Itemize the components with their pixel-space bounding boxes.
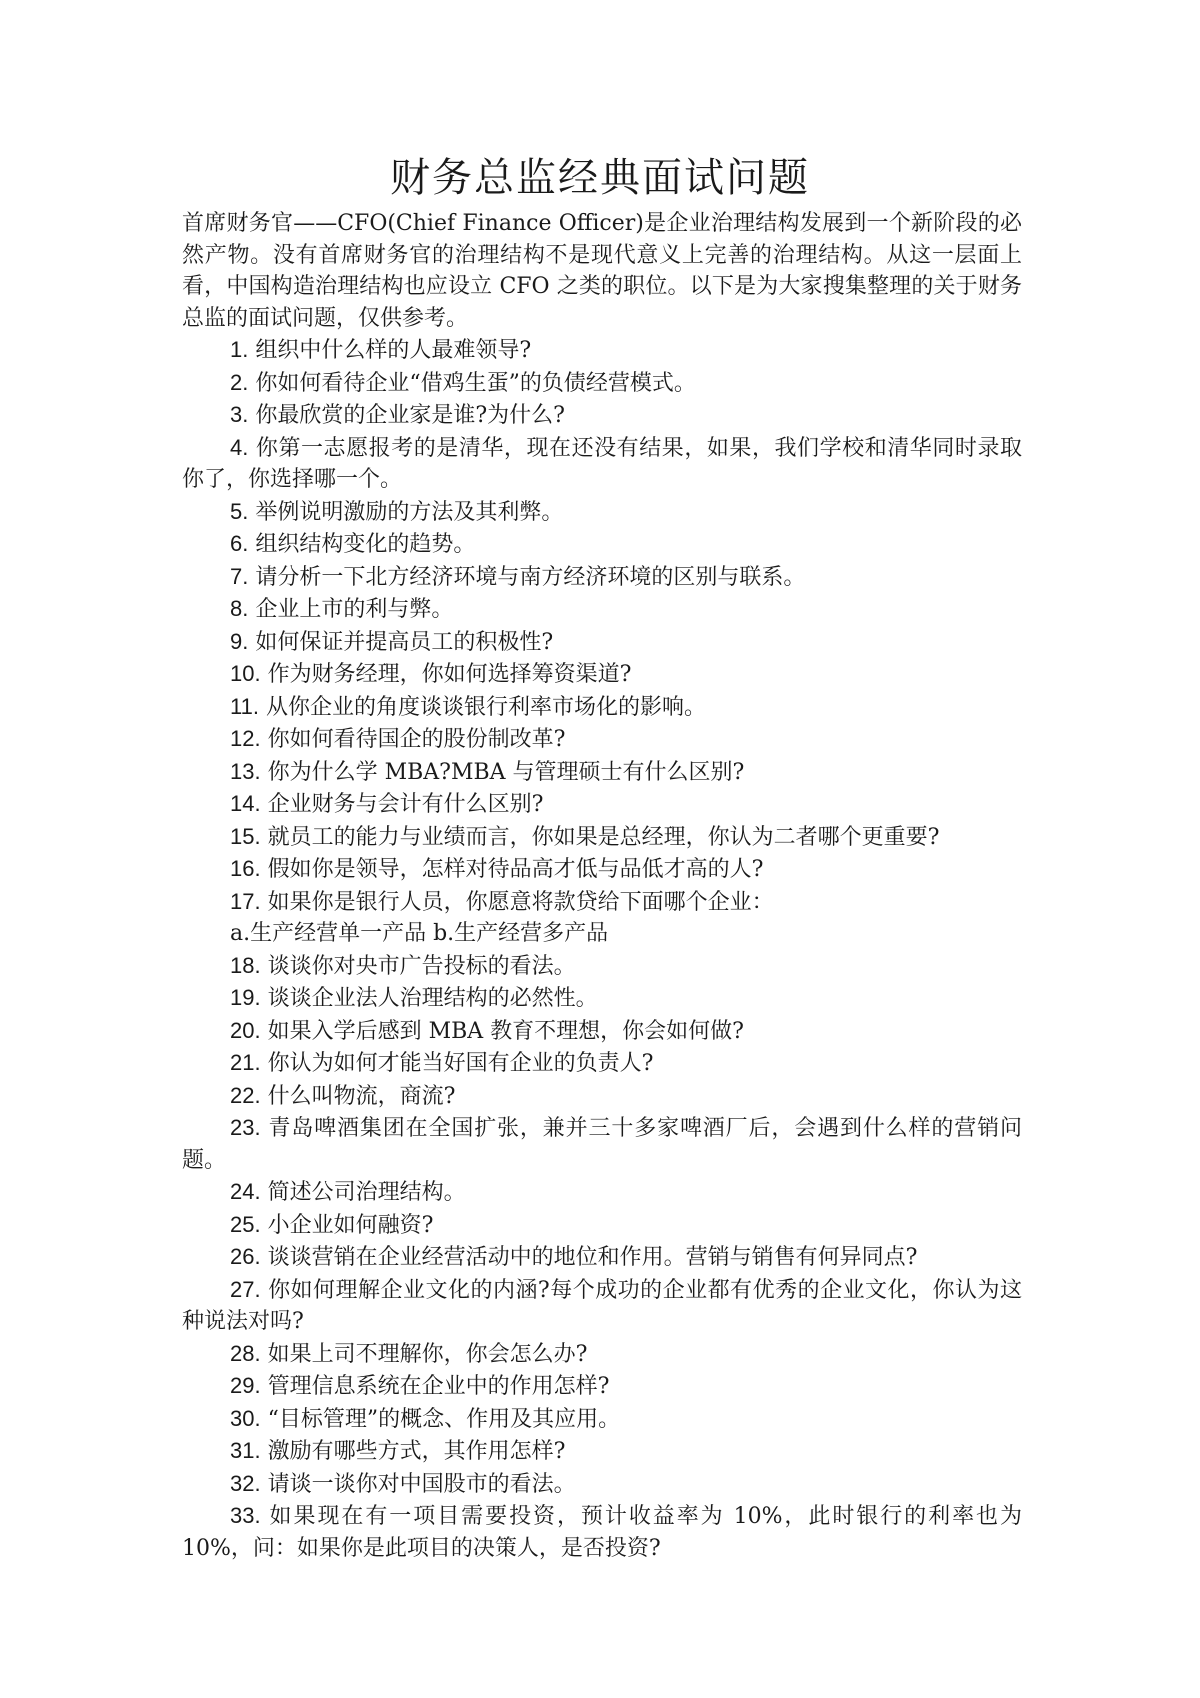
question-text: 如果上司不理解你，你会怎么办?	[267, 1341, 588, 1367]
question-item	[182, 432, 1022, 496]
question-number: 32.	[230, 1470, 261, 1496]
question-list	[182, 334, 1022, 1564]
question-number: 16.	[230, 856, 261, 881]
question-number: 1.	[230, 337, 249, 362]
question-text: 就员工的能力与业绩而言，你如果是总经理，你认为二者哪个更重要?	[267, 824, 940, 850]
question-text: 你最欣赏的企业家是谁?为什么?	[255, 403, 565, 428]
question-number: 6.	[230, 531, 249, 556]
question-text: “目标管理”的概念、作用及其应用。	[267, 1406, 621, 1432]
question-number: 24.	[230, 1179, 261, 1204]
question-item	[182, 561, 1022, 594]
question-number: 20.	[230, 1017, 261, 1043]
question-number: 13.	[230, 758, 261, 784]
question-item	[182, 756, 1022, 789]
question-text: 举例说明激励的方法及其利弊。	[255, 499, 564, 525]
question-number: 19.	[230, 985, 261, 1010]
question-item	[182, 1274, 1022, 1338]
question-text: 谈谈营销在企业经营活动中的地位和作用。营销与销售有何异同点?	[267, 1245, 918, 1270]
question-text: 你第一志愿报考的是清华，现在还没有结果，如果，我们学校和清华同时录取你了，你选择哪一个。	[182, 435, 1022, 492]
question-item	[182, 1209, 1022, 1242]
question-number: 2.	[230, 369, 249, 395]
question-item	[182, 658, 1022, 691]
question-text: 企业上市的利与弊。	[255, 597, 454, 622]
question-text: 请谈一谈你对中国股市的看法。	[267, 1471, 576, 1497]
question-number: 14.	[230, 791, 261, 816]
question-item	[182, 853, 1022, 886]
question-item	[182, 1112, 1022, 1176]
question-item	[182, 1015, 1022, 1048]
question-item	[182, 1370, 1022, 1403]
question-number: 11.	[230, 693, 259, 719]
question-number: 7.	[230, 563, 249, 589]
question-item	[182, 1176, 1022, 1209]
question-item	[182, 918, 1022, 950]
question-text: 简述公司治理结构。	[267, 1180, 466, 1205]
question-item	[182, 821, 1022, 854]
question-item	[182, 1241, 1022, 1274]
question-text: a.生产经营单一产品 b.生产经营多产品	[230, 921, 609, 946]
question-item	[182, 528, 1022, 561]
question-number: 18.	[230, 952, 261, 978]
question-text: 谈谈企业法人治理结构的必然性。	[267, 986, 598, 1011]
question-number: 30.	[230, 1405, 261, 1431]
question-number: 26.	[230, 1244, 261, 1269]
question-text: 你如何理解企业文化的内涵?每个成功的企业都有优秀的企业文化，你认为这种说法对吗?	[182, 1277, 1022, 1334]
question-number: 9.	[230, 628, 249, 654]
question-item	[182, 723, 1022, 756]
question-text: 你认为如何才能当好国有企业的负责人?	[267, 1051, 654, 1076]
question-number: 23.	[230, 1115, 261, 1140]
question-item	[182, 1435, 1022, 1468]
question-text: 企业财务与会计有什么区别?	[267, 792, 544, 817]
question-text: 你为什么学 MBA?MBA 与管理硕士有什么区别?	[267, 759, 745, 785]
question-text: 如果你是银行人员，你愿意将款贷给下面哪个企业：	[267, 889, 774, 915]
question-item	[182, 950, 1022, 983]
question-item	[182, 399, 1022, 432]
question-text: 如何保证并提高员工的积极性?	[255, 629, 554, 655]
question-text: 组织结构变化的趋势。	[255, 532, 476, 557]
question-number: 25.	[230, 1211, 261, 1237]
question-item	[182, 886, 1022, 919]
question-text: 作为财务经理，你如何选择筹资渠道?	[267, 662, 632, 687]
question-number: 27.	[230, 1276, 261, 1302]
question-text: 管理信息系统在企业中的作用怎样?	[267, 1374, 610, 1399]
question-text: 你如何看待企业“借鸡生蛋”的负债经营模式。	[255, 370, 696, 396]
question-item	[182, 1047, 1022, 1080]
question-item	[182, 1338, 1022, 1371]
question-item	[182, 593, 1022, 626]
question-number: 22.	[230, 1082, 261, 1108]
question-number: 31.	[230, 1438, 261, 1463]
question-text: 请分析一下北方经济环境与南方经济环境的区别与联系。	[255, 564, 806, 590]
question-number: 3.	[230, 402, 249, 427]
question-text: 什么叫物流，商流?	[267, 1083, 456, 1109]
question-number: 15.	[230, 823, 261, 849]
question-item	[182, 626, 1022, 659]
question-item	[182, 691, 1022, 724]
question-item	[182, 334, 1022, 367]
question-item	[182, 1403, 1022, 1436]
question-number: 8.	[230, 596, 249, 621]
document-body	[182, 208, 1022, 1564]
question-text: 假如你是领导，怎样对待品高才低与品低才高的人?	[267, 857, 764, 882]
question-text: 如果现在有一项目需要投资，预计收益率为 10%，此时银行的利率也为 10%，问：如果你是此项目的决策人，是否投资?	[182, 1504, 1022, 1561]
question-item	[182, 982, 1022, 1015]
question-text: 如果入学后感到 MBA 教育不理想，你会如何做?	[267, 1018, 744, 1044]
question-item	[182, 367, 1022, 400]
question-text: 从你企业的角度谈谈银行利率市场化的影响。	[265, 694, 706, 720]
question-item	[182, 1080, 1022, 1113]
question-number: 5.	[230, 498, 249, 524]
question-item	[182, 496, 1022, 529]
intro-paragraph: 首席财务官——CFO(Chief Finance Officer)是企业治理结构发展到一个新阶段的必然产物。没有首席财务官的治理结构不是现代意义上完善的治理结构。从这一层面上看，中国构造治理结构也应设立 CFO 之类的职位。以下是为大家搜集整理的关于财务总监的面试问题，仅供参考。	[182, 211, 1022, 331]
question-text: 谈谈你对央市广告投标的看法。	[267, 953, 576, 979]
question-number: 12.	[230, 726, 261, 751]
question-text: 激励有哪些方式，其作用怎样?	[267, 1439, 566, 1464]
question-number: 28.	[230, 1340, 261, 1366]
question-number: 10.	[230, 661, 261, 686]
question-number: 21.	[230, 1050, 261, 1075]
question-text: 你如何看待国企的股份制改革?	[267, 727, 566, 752]
question-item	[182, 788, 1022, 821]
question-text: 青岛啤酒集团在全国扩张，兼并三十多家啤酒厂后，会遇到什么样的营销问题。	[182, 1116, 1022, 1173]
question-item	[182, 1500, 1022, 1564]
question-text: 小企业如何融资?	[267, 1212, 434, 1238]
question-number: 4.	[230, 434, 249, 460]
question-number: 17.	[230, 888, 261, 914]
question-item	[182, 1468, 1022, 1501]
question-number: 29.	[230, 1373, 261, 1398]
question-number: 33.	[230, 1503, 261, 1528]
question-text: 组织中什么样的人最难领导?	[255, 338, 532, 363]
document-title: 财务总监经典面试问题	[390, 155, 810, 201]
